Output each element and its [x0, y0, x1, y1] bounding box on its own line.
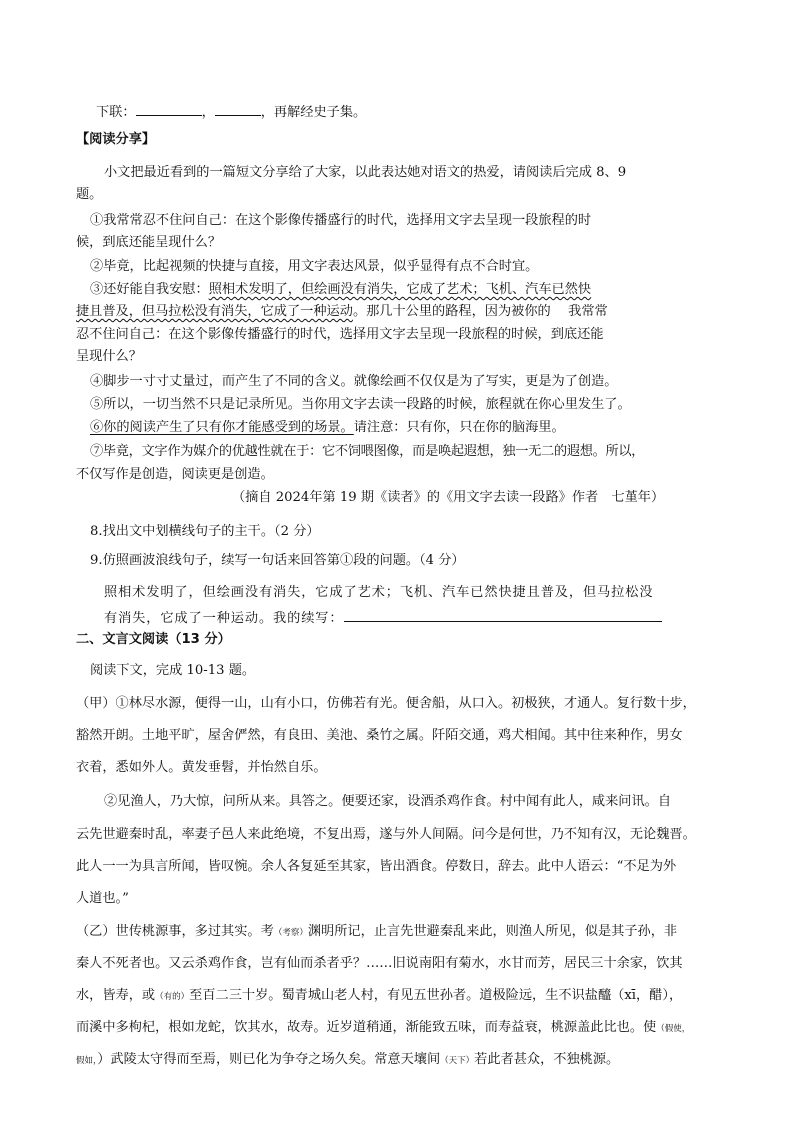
- paragraph-4: ④脚步一寸寸丈量过，而产生了不同的含义。就像绘画不仅仅是为了写实，更是为了创造。: [90, 374, 618, 389]
- passage-yi: [76, 923, 677, 942]
- passage-jia-2: 此人一一为具言所闻，皆叹惋。余人各复延至其家，皆出酒食。停数日，辞去。此中人语云：“不足为外: [76, 859, 677, 874]
- paragraph-7: ⑦毕竟，文字作为媒介的优越性就在于：它不饲喂图像，而是唤起遐想，独一无二的遐想。所以，: [90, 444, 645, 459]
- couplet-suffix: ，再解经史子集。: [260, 105, 367, 120]
- paragraph-1: ①我常常忍不住问自己：在这个影像传播盛行的时代，选择用文字去呈现一段旅程的时: [90, 213, 592, 228]
- passage-yi: [76, 1019, 690, 1038]
- couplet-prefix: 下联：: [96, 105, 136, 120]
- annotation-note: （考察）: [273, 928, 308, 938]
- answer-blank[interactable]: [215, 103, 261, 116]
- paragraph-2: ②毕竟，比起视频的快捷与直接，用文字表达风景，似乎显得有点不合时宜。: [90, 259, 539, 274]
- source-citation: （摘自 2024年第 19 期《读者》的《用文字去读一段路》作者 七堇年）: [232, 490, 665, 505]
- passage-yi: 秦人不死者也。又云杀鸡作食，岂有仙而杀者乎？……旧说南阳有菊水，水甘而芳，居民三十余家，饮其: [76, 956, 683, 971]
- passage-text: 若此者甚众，不独桃源。: [474, 1052, 620, 1067]
- question-9: 9.仿照画波浪线句子，续写一句话来回答第①段的问题。（4 分）: [90, 553, 465, 568]
- couplet-comma: ，: [201, 105, 215, 120]
- passage-text: 而溪中多枸杞，根如龙蛇，饮其水，故寿。近岁道稍通，渐能致五味，而寿益衰，桃源盖此比也。使: [76, 1020, 657, 1035]
- paragraph-6: [90, 419, 565, 437]
- passage-text: 至百二三十岁。蜀青城山老人村，有见五世孙者。道极险远，生不识盐醯（xī，醋），: [189, 988, 683, 1003]
- passage-jia: 豁然开朗。土地平旷，屋舍俨然，有良田、美池、桑竹之属。阡陌交通，鸡犬相闻。其中往来种作，男女: [76, 728, 683, 743]
- answer-blank[interactable]: [344, 609, 662, 622]
- annotation-note: 假如，: [76, 1056, 98, 1066]
- question-8: 8.找出文中划横线句子的主干。（2 分）: [90, 524, 320, 539]
- underlined-sentence: ⑥你的阅读产生了只有你才能感受到的场景。: [90, 420, 354, 435]
- q9-model-text: 照相术发明了，但绘画没有消失，它成了艺术；飞机、汽车已然快捷且普及，但马拉松没: [104, 585, 654, 600]
- paragraph-3: [90, 281, 591, 299]
- annotation-note: （假使，: [656, 1024, 691, 1034]
- wavy-underlined-sentence: 照相术发明了，但绘画没有消失，它成了艺术；飞机、汽车已然快: [208, 282, 592, 297]
- paragraph-text: ③还好能自我安慰：: [90, 282, 209, 297]
- couplet-line: [96, 103, 366, 122]
- paragraph-7: 不仅写作是创造，阅读更是创造。: [76, 467, 274, 482]
- passage-jia-2: 云先世避秦时乱，率妻子邑人来此绝境，不复出焉，遂与外人间隔。问今是何世，乃不知有汉，无论魏晋。: [76, 827, 696, 842]
- q9-prompt: 有消失，它成了一种运动。我的续写：: [104, 611, 344, 626]
- paragraph-3: [76, 303, 608, 321]
- passage-text: 水，皆寿，或: [76, 988, 156, 1003]
- intro-text: 小文把最近看到的一篇短文分享给了大家，以此表达她对语文的热爱，请阅读后完成 8、9: [104, 165, 627, 180]
- paragraph-5: ⑤所以，一切当然不只是记录所见。当你用文字去读一段路的时候，旅程就在你心里发生了。: [90, 397, 631, 412]
- paragraph-3: 忍不住问自己：在这个影像传播盛行的时代，选择用文字去呈现一段旅程的时候，到底还能: [76, 327, 604, 342]
- answer-blank[interactable]: [136, 103, 202, 116]
- passage-jia-2: ②见渔人，乃大惊，问所从来。具答之。便要还家，设酒杀鸡作食。村中闻有此人，咸来问讯。自: [104, 794, 672, 809]
- passage-yi: [76, 987, 682, 1006]
- instruction-text: 阅读下文，完成 10-13 题。: [90, 663, 256, 678]
- passage-text: 渊明所记，止言先世避秦乱来此，则渔人所见，似是其子孙，非: [307, 924, 678, 939]
- annotation-note: （有的）: [155, 992, 190, 1002]
- paragraph-text: 请注意：只有你，只在你的脑海里。: [353, 420, 565, 435]
- intro-text: 题。: [76, 187, 103, 202]
- q9-model-text: [104, 609, 662, 628]
- paragraph-text: 。那几十公里的路程，因为被你的 我常常: [352, 304, 608, 319]
- wavy-underlined-sentence: 捷且普及，但马拉松没有消失，它成了一种运动: [76, 304, 353, 319]
- section-heading: 二、文言文阅读（13 分）: [76, 632, 231, 647]
- paragraph-1: 候，到底还能呈现什么？: [76, 235, 222, 250]
- passage-yi: [76, 1051, 619, 1070]
- passage-jia: （甲）①林尽水源，便得一山，山有小口，仿佛若有光。便舍船，从口入。初极狭，才通人。复行数十步，: [76, 696, 696, 711]
- passage-text: （乙）世传桃源事，多过其实。考: [76, 924, 274, 939]
- annotation-note: （天下）: [440, 1056, 475, 1066]
- passage-text: ）武陵太守得而至焉，则已化为争夺之场久矣。常意天壤间: [97, 1052, 441, 1067]
- paragraph-3: 呈现什么？: [76, 349, 142, 364]
- passage-jia-2: 人道也。”: [76, 891, 129, 906]
- passage-jia: 衣着，悉如外人。黄发垂髫，并怡然自乐。: [76, 760, 327, 775]
- section-heading: 【阅读分享】: [76, 132, 156, 147]
